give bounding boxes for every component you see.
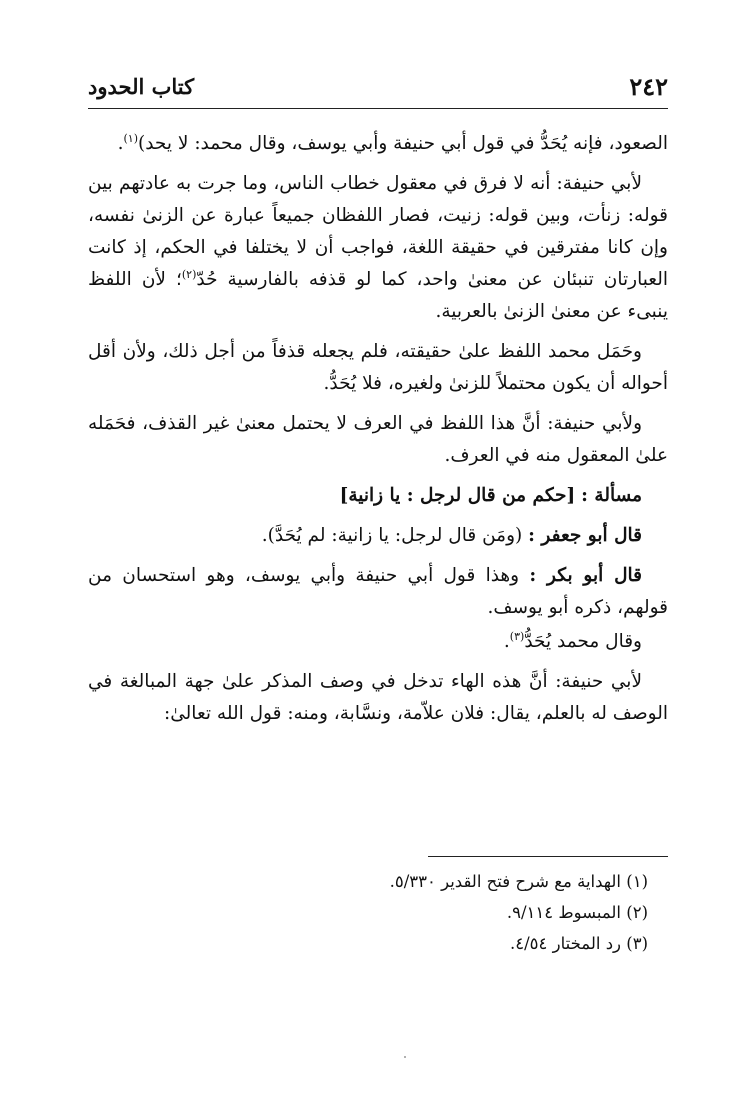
masala-title: [حكم من قال لرجل : يا زانية] (339, 485, 576, 506)
footnote-ref-1[interactable]: (١) (123, 131, 138, 145)
masala-label: مسألة : (581, 485, 642, 506)
footnote-ref-2[interactable]: (٢) (181, 267, 197, 281)
footnote-3: (٣) رد المختار ٤/٥٤. (510, 934, 648, 953)
footnote-ref-3[interactable]: (٣) (509, 629, 525, 643)
page-header (88, 72, 668, 106)
paragraph-1: الصعود، فإنه يُحَدُّ في قول أبي حنيفة وأبي يوسف، وقال محمد: لا يحد)$^{(١)}$. (117, 131, 668, 154)
running-title: كتاب الحدود (88, 74, 195, 99)
footnote-2: (٢) المبسوط ٩/١١٤. (506, 903, 648, 922)
answer-speaker: قال أبو بكر : (529, 565, 642, 586)
footnote-1: (١) الهداية مع شرح فتح القدير ٥/٣٣٠. (389, 872, 648, 891)
muhammad-line: وقال محمد يُحَدُّ$^{(٣)}$. (503, 629, 642, 652)
main-text (88, 128, 668, 738)
masala-heading (88, 480, 668, 512)
paragraph-4: ولأبي حنيفة: أنَّ هذا اللفظ في العرف لا يحتمل معنىٰ غير القذف، فحَمَله علىٰ المعقول منه في العرف. (88, 413, 668, 466)
question-line: قال أبو جعفر : (ومَن قال لرجل: يا زانية: لم يُحَدَّ). (261, 525, 642, 546)
question-speaker: قال أبو جعفر : (528, 525, 642, 546)
paragraph-2: لأبي حنيفة: أنه لا فرق في معقول خطاب الناس، وما جرت به عادتهم بين قوله: زنأت، وبين قوله: زنيت، فصار اللفظان جميعاً عبارة عن الزنىٰ نفسه، وإن كانا مفترقين في حقيقة اللغة، فواجب أن لا يختلفا في الحكم، إذ كانت العبارتان تنبئان عن معنىٰ واحد، كما لو قذفه بالفارسية حُدّ$^{(٢)}$؛ لأن اللفظ ينبىء عن معنىٰ الزنىٰ بالعربية. (88, 173, 668, 322)
footnote-divider (428, 856, 668, 857)
paragraph-5: لأبي حنيفة: أنَّ هذه الهاء تدخل في وصف المذكر علىٰ جهة المبالغة في الوصف له بالعلم، يقال: فلان علاّمة، ونسَّابة، ومنه: قول الله تعالىٰ: (88, 671, 668, 724)
scan-speck (404, 1056, 406, 1058)
answer-paragraph: قال أبو بكر : وهذا قول أبي حنيفة وأبي يوسف، وهو استحسان من قولهم، ذكره أبو يوسف. (88, 565, 668, 618)
paragraph-3: وحَمَل محمد اللفظ علىٰ حقيقته، فلم يجعله قذفاً من أجل ذلك، ولأن أقل أحواله أن يكون محتملاً للزنىٰ ولغيره، فلا يُحَدُّ. (88, 341, 668, 394)
page-number: ٢٤٢ (629, 72, 668, 101)
footnotes (88, 866, 668, 959)
header-divider (88, 108, 668, 109)
